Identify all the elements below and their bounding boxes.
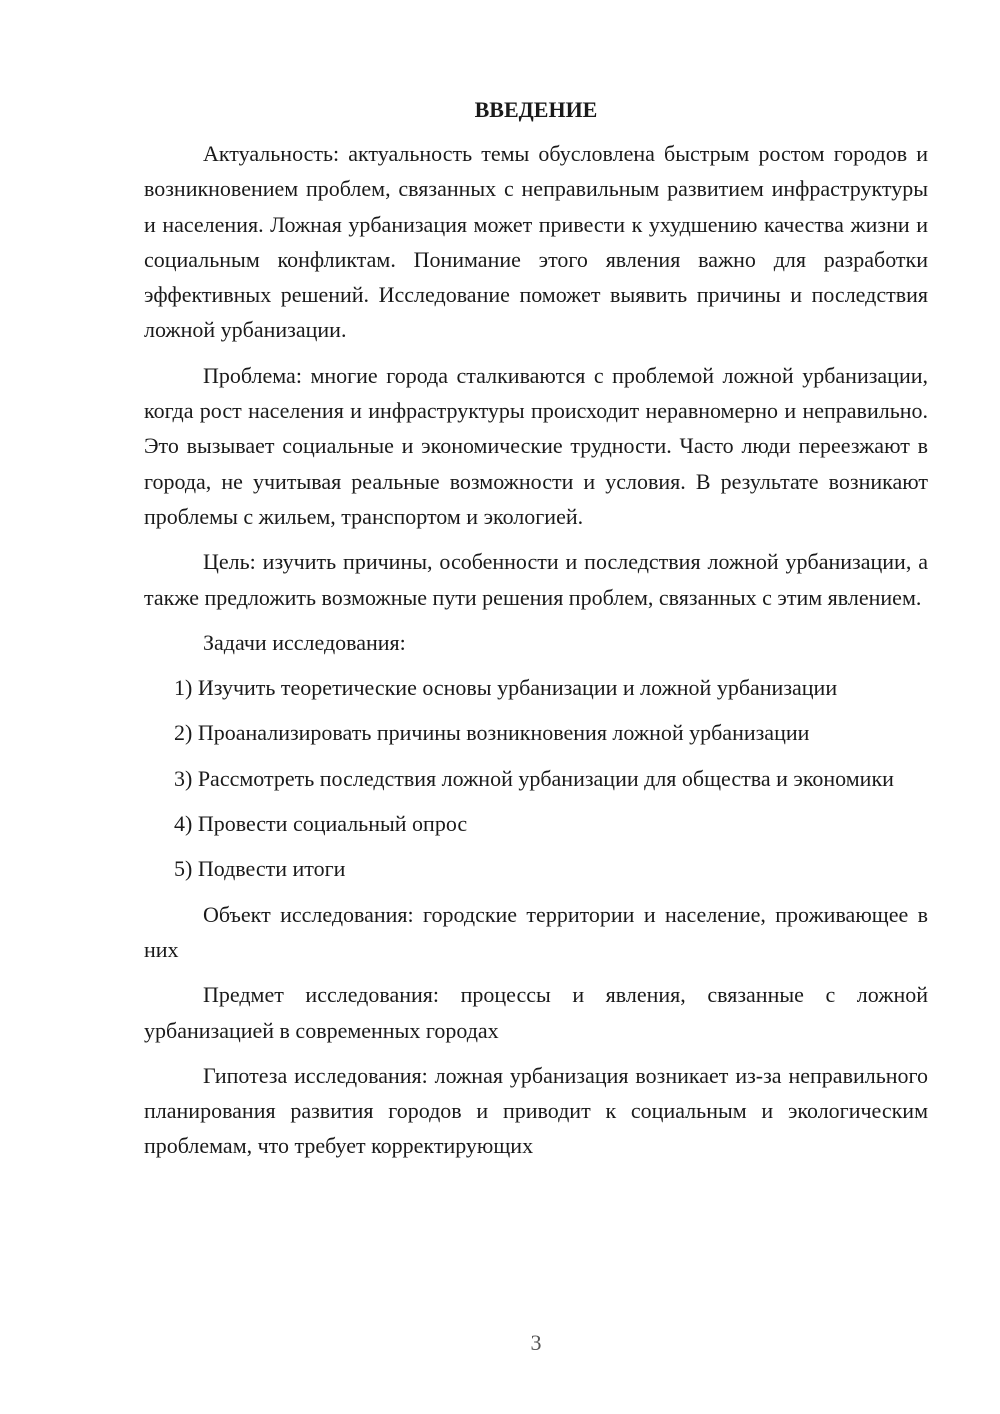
page-body [144, 92, 928, 1174]
page-number: 3 [530, 1330, 542, 1355]
tasks-heading: Задачи исследования: [203, 629, 406, 655]
task-item: 3) Рассмотреть последствия ложной урбанизации для общества и экономики [174, 765, 894, 791]
task-item: 1) Изучить теоретические основы урбанизации и ложной урбанизации [174, 675, 838, 701]
paragraph-relevance: Актуальность: актуальность темы обусловлена быстрым ростом городов и возникновением проблем, связанных с неправильным развитием инфраструктуры и населения. Ложная урбанизация может привести к ухудшению качества жизни и социальным конфликтам. Понимание этого явления важно для разработки эффективных решений. Исследование поможет выявить причины и последствия ложной урбанизации. [144, 141, 928, 343]
paragraph-subject: Предмет исследования: процессы и явления, связанные с ложной урбанизацией в современных городах [144, 982, 928, 1043]
paragraph-object: Объект исследования: городские территории и население, проживающее в них [144, 901, 928, 962]
paragraph-problem: Проблема: многие города сталкиваются с проблемой ложной урбанизации, когда рост населения и инфраструктуры происходит неравномерно и неправильно. Это вызывает социальные и экономические трудности. Часто люди переезжают в города, не учитывая реальные возможности и условия. В результате возникают проблемы с жильем, транспортом и экологией. [144, 362, 928, 529]
task-item: 4) Провести социальный опрос [174, 811, 468, 837]
paragraph-goal: Цель: изучить причины, особенности и последствия ложной урбанизации, а также предложить возможные пути решения проблем, связанных с этим явлением. [144, 549, 928, 610]
paragraph-hypothesis: Гипотеза исследования: ложная урбанизация возникает из-за неправильного планирования развития городов и приводит к социальным и экологическим проблемам, что требует корректирующих [144, 1062, 928, 1159]
task-item: 2) Проанализировать причины возникновения ложной урбанизации [174, 720, 810, 746]
section-heading: ВВЕДЕНИЕ [474, 97, 598, 122]
task-item: 5) Подвести итоги [174, 856, 346, 882]
